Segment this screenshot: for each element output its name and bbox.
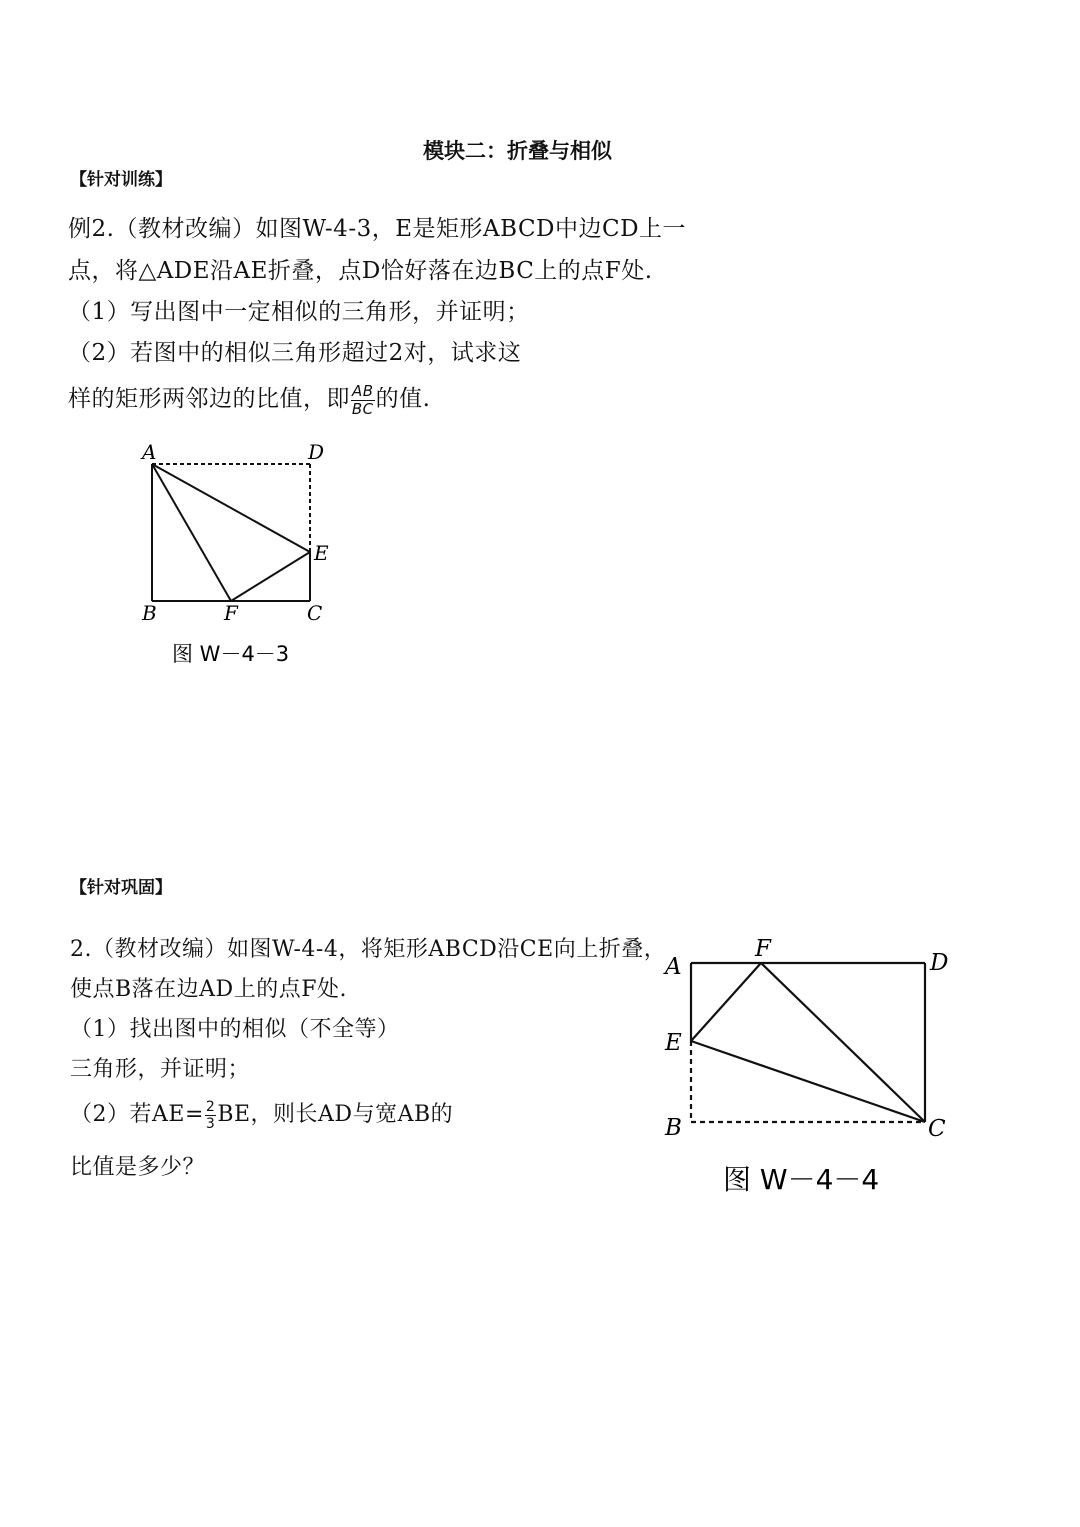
label-f: F [224,601,238,625]
example-2-line-2: 点，将△ADE沿AE折叠，点D恰好落在边BC上的点F处. [68,258,653,284]
problem-2-line-2: 使点B落在边AD上的点F处. [70,977,347,1002]
figure-caption-w-4-3: 图 W－4－3 [172,642,290,666]
problem-2-question-2 [70,1097,453,1131]
label-f: F [755,936,771,962]
problem-2-line-1: 2.（教材改编）如图W-4-4，将矩形ABCD沿CE向上折叠， [70,937,667,962]
label-c: C [307,601,323,625]
fold-fe [231,552,310,601]
fold-fc [761,963,925,1122]
label-a: A [665,954,682,980]
problem-2-line-5-post: BE，则长AD与宽AB的 [217,1102,454,1127]
ratio-fraction [351,381,375,418]
fraction-numerator: 2 [205,1098,216,1115]
example-2-line-1: 例2.（教材改编）如图W-4-3，E是矩形ABCD中边CD上一 [68,216,687,242]
figure-w-4-4 [655,930,975,1200]
label-d: D [930,950,949,976]
example-2-question-2-cont [68,380,430,417]
fraction-denominator: BC [351,399,374,418]
problem-2-question-1-cont: 三角形，并证明； [70,1057,251,1082]
label-d: D [308,440,325,464]
label-b: B [142,601,157,625]
section-heading-consolidation: 【针对巩固】 [70,878,172,898]
figure-caption-w-4-4: 图 W－4－4 [723,1163,880,1196]
example-2-line-5-pre: 样的矩形两邻边的比值，即 [68,386,350,412]
figure-w-4-3 [120,435,360,675]
label-b: B [665,1115,682,1141]
ratio-fraction-2-3 [205,1100,216,1131]
fold-ef [691,963,761,1041]
fold-ae [152,464,310,552]
label-c: C [928,1116,946,1142]
label-a: A [142,440,157,464]
example-2-line-5-post: 的值. [375,386,431,412]
fraction-denominator: 3 [205,1115,216,1132]
fold-af [152,464,231,601]
fold-ec [691,1041,925,1122]
example-2-question-2: （2）若图中的相似三角形超过2对，试求这 [68,340,522,366]
label-e: E [314,541,329,565]
fraction-numerator: AB [352,381,374,400]
section-heading-training: 【针对训练】 [70,170,172,190]
problem-2-question-2-cont: 比值是多少？ [70,1155,206,1180]
page-title: 模块二：折叠与相似 [423,139,612,163]
problem-2-question-1: （1）找出图中的相似（不全等） [70,1017,400,1042]
problem-2-line-5-pre: （2）若AE= [70,1102,204,1127]
example-2-question-1: （1）写出图中一定相似的三角形，并证明； [68,299,530,325]
label-e: E [665,1030,682,1056]
